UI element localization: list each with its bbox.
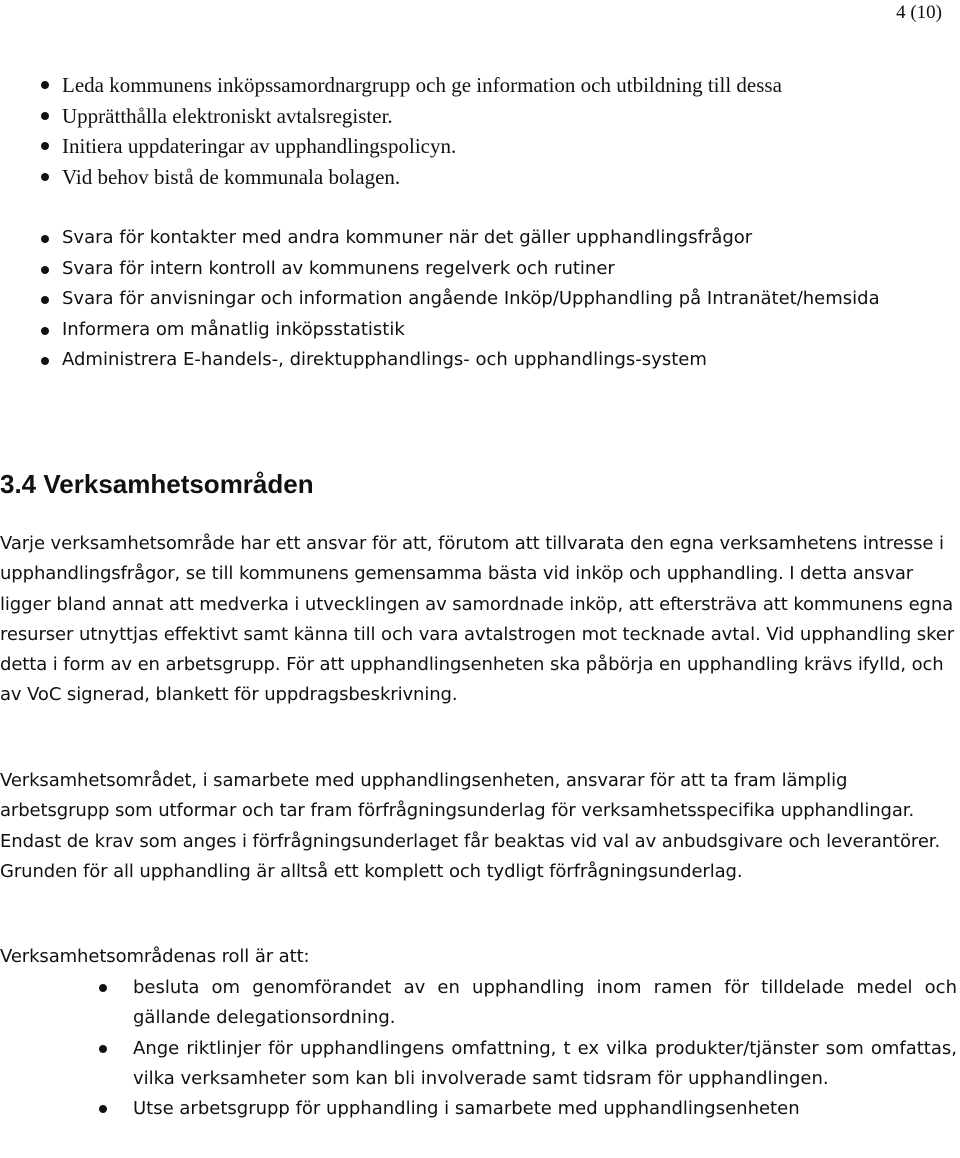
page-number: 4 (10) — [896, 2, 942, 23]
task-list-secondary — [38, 223, 953, 376]
bullet-icon — [99, 1045, 107, 1053]
list-item-text: Administrera E-handels-, direktupphandlings- och upphandlings-system — [62, 349, 707, 371]
list-item-text: Svara för anvisningar och information angående Inköp/Upphandling på Intranätet/hemsida — [62, 288, 880, 310]
body-paragraph-3: Verksamhetsområdenas roll är att: — [0, 946, 310, 967]
list-item-text: besluta om genomförandet av en upphandling inom ramen för tilldelade medel och gällande delegationsordning. — [133, 977, 957, 1029]
list-item — [38, 284, 953, 315]
list-item — [38, 70, 953, 101]
list-item-text: Ange riktlinjer för upphandlingens omfattning, t ex vilka produkter/tjänster som omfattas, vilka verksamheter som kan bli involverade samt tidsram för upphandlingen. — [133, 1037, 957, 1089]
section-heading: 3.4 Verksamhetsområden — [0, 469, 314, 499]
bullet-icon — [41, 296, 49, 304]
list-item — [95, 1094, 957, 1124]
bullet-icon — [41, 235, 49, 243]
body-paragraph-2: Verksamhetsområdet, i samarbete med upphandlingsenheten, ansvarar för att ta fram lämplig arbetsgrupp som utformar och tar fram förfrågningsunderlag för verksamhetsspecifika upphandlingar. Endast de krav som anges i förfrågningsunderlaget får beaktas vid val av anbudsgivare och leverantörer. Grunden för all upphandling är alltså ett komplett och tydligt förfrågningsunderlag. — [0, 770, 941, 882]
bullet-icon — [99, 984, 107, 992]
list-item-text: Utse arbetsgrupp för upphandling i samarbete med upphandlingsenheten — [133, 1098, 800, 1120]
list-item — [38, 345, 953, 376]
bullet-icon — [41, 112, 49, 120]
list-item-text: Svara för intern kontroll av kommunens regelverk och rutiner — [62, 257, 615, 279]
bullet-icon — [41, 81, 49, 89]
bullet-icon — [41, 173, 49, 181]
body-paragraph-1: Varje verksamhetsområde har ett ansvar för att, förutom att tillvarata den egna verksamhetens intresse i upphandlingsfrågor, se till kommunens gemensamma bästa vid inköp och upphandling. I detta ansvar ligger bland annat att medverka i utvecklingen av samordnade inköp, att eftersträva att kommunens egna resurser utnyttjas effektivt samt känna till och vara avtalstrogen mot tecknade avtal. Vid upphandling sker detta i form av en arbetsgrupp. För att upphandlingsenheten ska påbörja en upphandling krävs ifylld, och av VoC signerad, blankett för uppdragsbeskrivning. — [0, 533, 955, 706]
role-list — [95, 973, 957, 1124]
list-item — [38, 131, 953, 162]
list-item — [38, 315, 953, 346]
list-item — [38, 162, 953, 193]
bullet-icon — [41, 142, 49, 150]
list-item — [95, 1034, 957, 1095]
list-item-text: Svara för kontakter med andra kommuner när det gäller upphandlingsfrågor — [62, 227, 753, 248]
bullet-icon — [41, 357, 49, 365]
list-item-text: Upprätthålla elektroniskt avtalsregister. — [62, 103, 393, 128]
list-item-text: Initiera uppdateringar av upphandlingspolicyn. — [62, 134, 457, 159]
bullet-icon — [99, 1105, 107, 1113]
list-item-text: Leda kommunens inköpssamordnargrupp och ge information och utbildning till dessa — [62, 73, 782, 97]
bullet-icon — [41, 327, 49, 335]
list-item-text: Informera om månatlig inköpsstatistik — [62, 318, 405, 340]
list-item — [95, 973, 957, 1034]
list-item — [38, 223, 953, 254]
task-list-primary — [38, 70, 953, 192]
list-item-text: Vid behov bistå de kommunala bolagen. — [62, 164, 401, 189]
list-item — [38, 101, 953, 132]
list-item — [38, 254, 953, 285]
bullet-icon — [41, 266, 49, 274]
